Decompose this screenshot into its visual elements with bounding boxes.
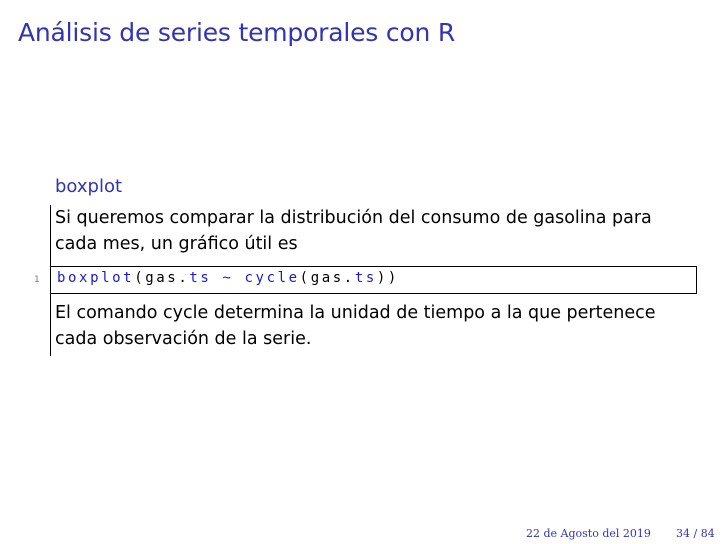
code-paren: ( xyxy=(299,270,311,286)
block-intro xyxy=(55,205,695,255)
outro-line: cada observación de la serie. xyxy=(55,329,312,349)
block-outro xyxy=(55,300,695,352)
intro-line: Si queremos comparar la distribución del consumo de gasolina para xyxy=(55,208,652,228)
code-argument-ts: ts xyxy=(189,270,212,286)
code-listing xyxy=(57,270,399,286)
code-line-number: 1 xyxy=(34,275,40,285)
code-function-cycle: cycle xyxy=(244,270,300,286)
code-argument-ts: ts xyxy=(354,270,377,286)
code-tilde: ~ xyxy=(222,270,234,286)
slide-title: Análisis de series temporales con R xyxy=(18,18,456,47)
block-left-rule xyxy=(50,294,51,356)
block-title: boxplot xyxy=(55,176,123,197)
code-paren-close: )) xyxy=(376,270,399,286)
code-function-boxplot: boxplot xyxy=(57,270,135,286)
footer-page-number: 34 / 84 xyxy=(676,527,715,540)
code-paren: ( xyxy=(134,270,146,286)
code-argument: gas. xyxy=(310,270,355,286)
outro-line: El comando cycle determina la unidad de tiempo a la que pertenece xyxy=(55,303,656,323)
footer-date: 22 de Agosto del 2019 xyxy=(526,527,651,540)
code-argument: gas.ts xyxy=(145,270,212,286)
block-left-rule xyxy=(50,205,51,266)
intro-line: cada mes, un gráfico útil es xyxy=(55,234,298,254)
